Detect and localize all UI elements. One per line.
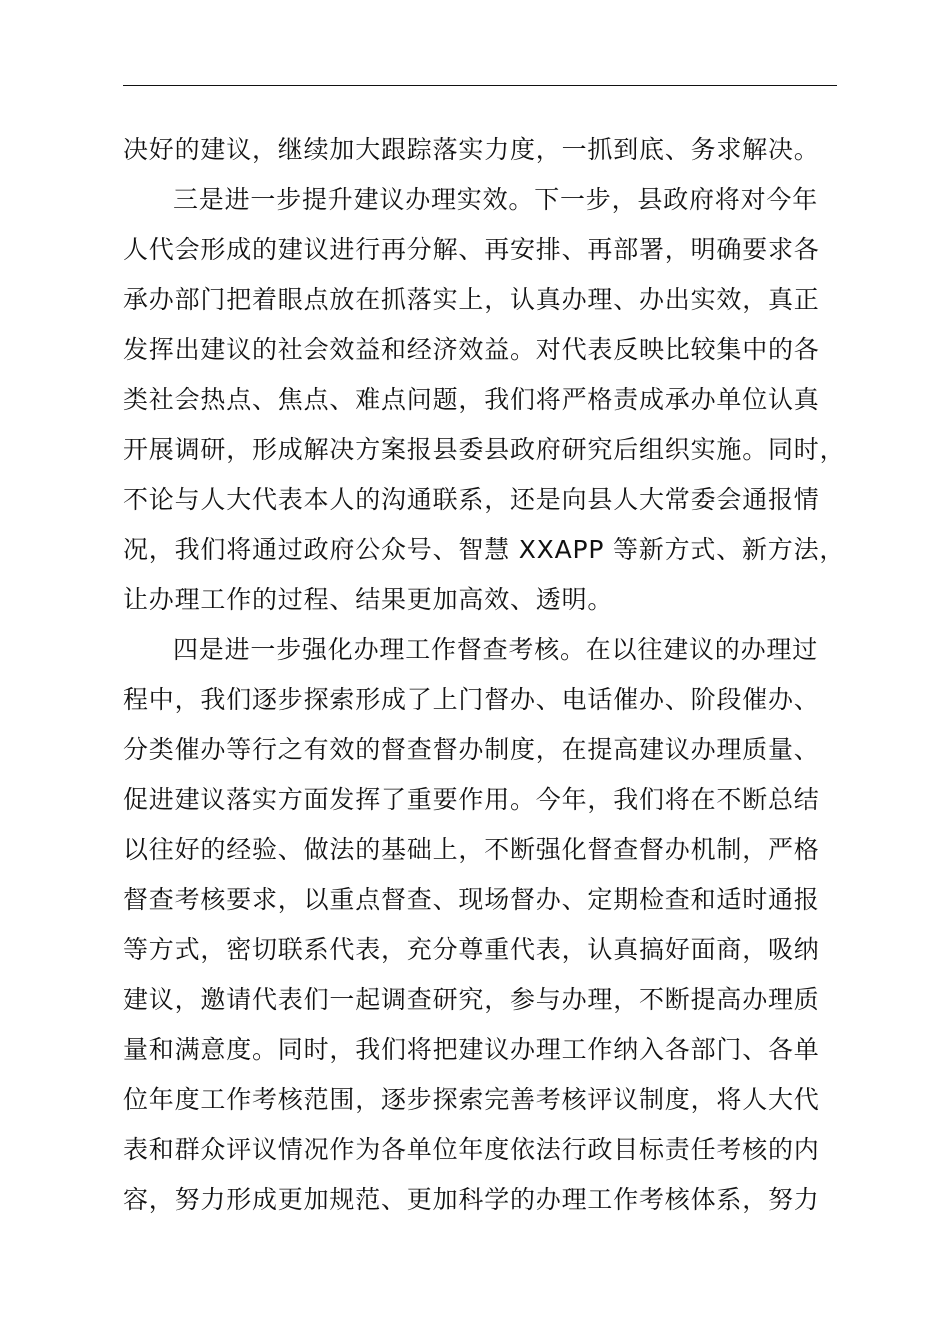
paragraph-three-start: 三是进一步提升建议办理实效。下一步，县政府将对今年	[173, 185, 819, 214]
text-line: 承办部门把着眼点放在抓落实上，认真办理、办出实效，真正	[123, 285, 820, 314]
text-line: 促进建议落实方面发挥了重要作用。今年，我们将在不断总结	[123, 785, 820, 814]
text-line: 不论与人大代表本人的沟通联系，还是向县人大常委会通报情	[123, 485, 820, 514]
document-body	[123, 125, 853, 1225]
text-line: 开展调研，形成解决方案报县委县政府研究后组织实施。同时，	[123, 435, 846, 464]
text-line: 表和群众评议情况作为各单位年度依法行政目标责任考核的内	[123, 1135, 820, 1164]
text-line: 以往好的经验、做法的基础上，不断强化督查督办机制，严格	[123, 835, 820, 864]
text-line: 位年度工作考核范围，逐步探索完善考核评议制度，将人大代	[123, 1085, 820, 1114]
text-line: 类社会热点、焦点、难点问题，我们将严格责成承办单位认真	[123, 385, 820, 414]
text-line: 量和满意度。同时，我们将把建议办理工作纳入各部门、各单	[123, 1035, 820, 1064]
text-line: 分类催办等行之有效的督查督办制度，在提高建议办理质量、	[123, 735, 820, 764]
header-rule	[123, 85, 837, 86]
text-line: 人代会形成的建议进行再分解、再安排、再部署，明确要求各	[123, 235, 820, 264]
text-line: 容，努力形成更加规范、更加科学的办理工作考核体系，努力	[123, 1185, 820, 1214]
paragraph-four-start: 四是进一步强化办理工作督查考核。在以往建议的办理过	[173, 635, 819, 664]
text-line: 让办理工作的过程、结果更加高效、透明。	[123, 585, 614, 614]
text-line: 况，我们将通过政府公众号、智慧 XXAPP 等新方式、新方法，	[123, 535, 846, 564]
text-line: 程中，我们逐步探索形成了上门督办、电话催办、阶段催办、	[123, 685, 820, 714]
text-line: 等方式，密切联系代表，充分尊重代表，认真搞好面商，吸纳	[123, 935, 820, 964]
text-line: 督查考核要求，以重点督查、现场督办、定期检查和适时通报	[123, 885, 820, 914]
text-line: 决好的建议，继续加大跟踪落实力度，一抓到底、务求解决。	[123, 135, 820, 164]
text-line: 发挥出建议的社会效益和经济效益。对代表反映比较集中的各	[123, 335, 820, 364]
text-line: 建议，邀请代表们一起调查研究，参与办理，不断提高办理质	[123, 985, 820, 1014]
